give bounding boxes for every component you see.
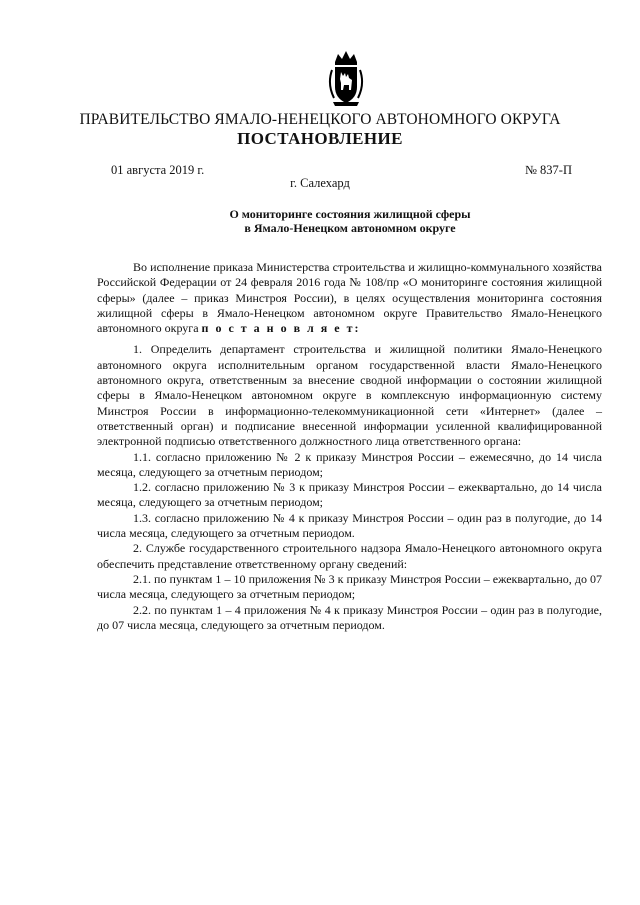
document-title-line-2: в Ямало-Ненецком автономном округе xyxy=(244,221,456,235)
government-name: ПРАВИТЕЛЬСТВО ЯМАЛО-НЕНЕЦКОГО АВТОНОМНОГО ОКРУГА xyxy=(79,111,561,128)
document-body xyxy=(97,260,602,633)
coat-of-arms-emblem xyxy=(326,50,366,108)
preamble-paragraph xyxy=(97,260,602,336)
clause-2: 2. Службе государственного строительного надзора Ямало-Ненецкого автономного округа обеспечить представление ответственному органу сведений: xyxy=(97,541,602,571)
clause-2-2: 2.2. по пунктам 1 – 4 приложения № 4 к приказу Минстроя России – один раз в полугодие, до 07 числа месяца, следующего за отчетным периодом. xyxy=(97,602,602,632)
document-title-line-1: О мониторинге состояния жилищной сферы xyxy=(229,207,471,221)
clause-1-2: 1.2. согласно приложению № 3 к приказу Минстроя России – ежеквартально, до 14 числа месяца, следующего за отчетным периодом; xyxy=(97,480,602,510)
decrees-word: п о с т а н о в л я е т: xyxy=(201,321,361,336)
clause-2-1: 2.1. по пунктам 1 – 10 приложения № 3 к приказу Минстроя России – ежеквартально, до 07 числа месяца, следующего за отчетным периодом; xyxy=(97,571,602,602)
clause-1: 1. Определить департамент строительства и жилищной политики Ямало-Ненецкого автономного округа исполнительным органом государственной власти Ямало-Ненецкого автономного округа, ответственным за внесение сводной информации о состоянии жилищной сферы в Ямало-Ненецком автономном округе в комплексную информационную систему Минстроя России в информационно-телекоммуникационной сети «Интернет» (далее – ответственный орган) и подписание внесенной информации усиленной квалифицированной электронной подписью ответственного должностного лица ответственного органа: xyxy=(97,342,602,449)
document-number: № 837-П xyxy=(525,163,572,177)
clause-1-3: 1.3. согласно приложению № 4 к приказу Минстроя России – один раз в полугодие, до 14 числа месяца, следующего за отчетным периодом. xyxy=(97,510,602,541)
document-type-heading: ПОСТАНОВЛЕНИЕ xyxy=(237,129,403,148)
document-city: г. Салехард xyxy=(290,176,350,190)
preamble-text: Во исполнение приказа Министерства строительства и жилищно-коммунального хозяйства Российской Федерации от 24 февраля 2016 года № 108/пр «О мониторинге состояния жилищной сферы» (далее – приказ Минстроя России), в целях осуществления мониторинга состояния жилищной сферы в Ямало-Ненецком автономном округе Правительство Ямало-Ненецкого автономного округа xyxy=(97,260,602,336)
clause-1-1: 1.1. согласно приложению № 2 к приказу Минстроя России – ежемесячно, до 14 числа месяца, следующего за отчетным периодом; xyxy=(97,449,602,479)
document-date: 01 августа 2019 г. xyxy=(111,163,205,177)
